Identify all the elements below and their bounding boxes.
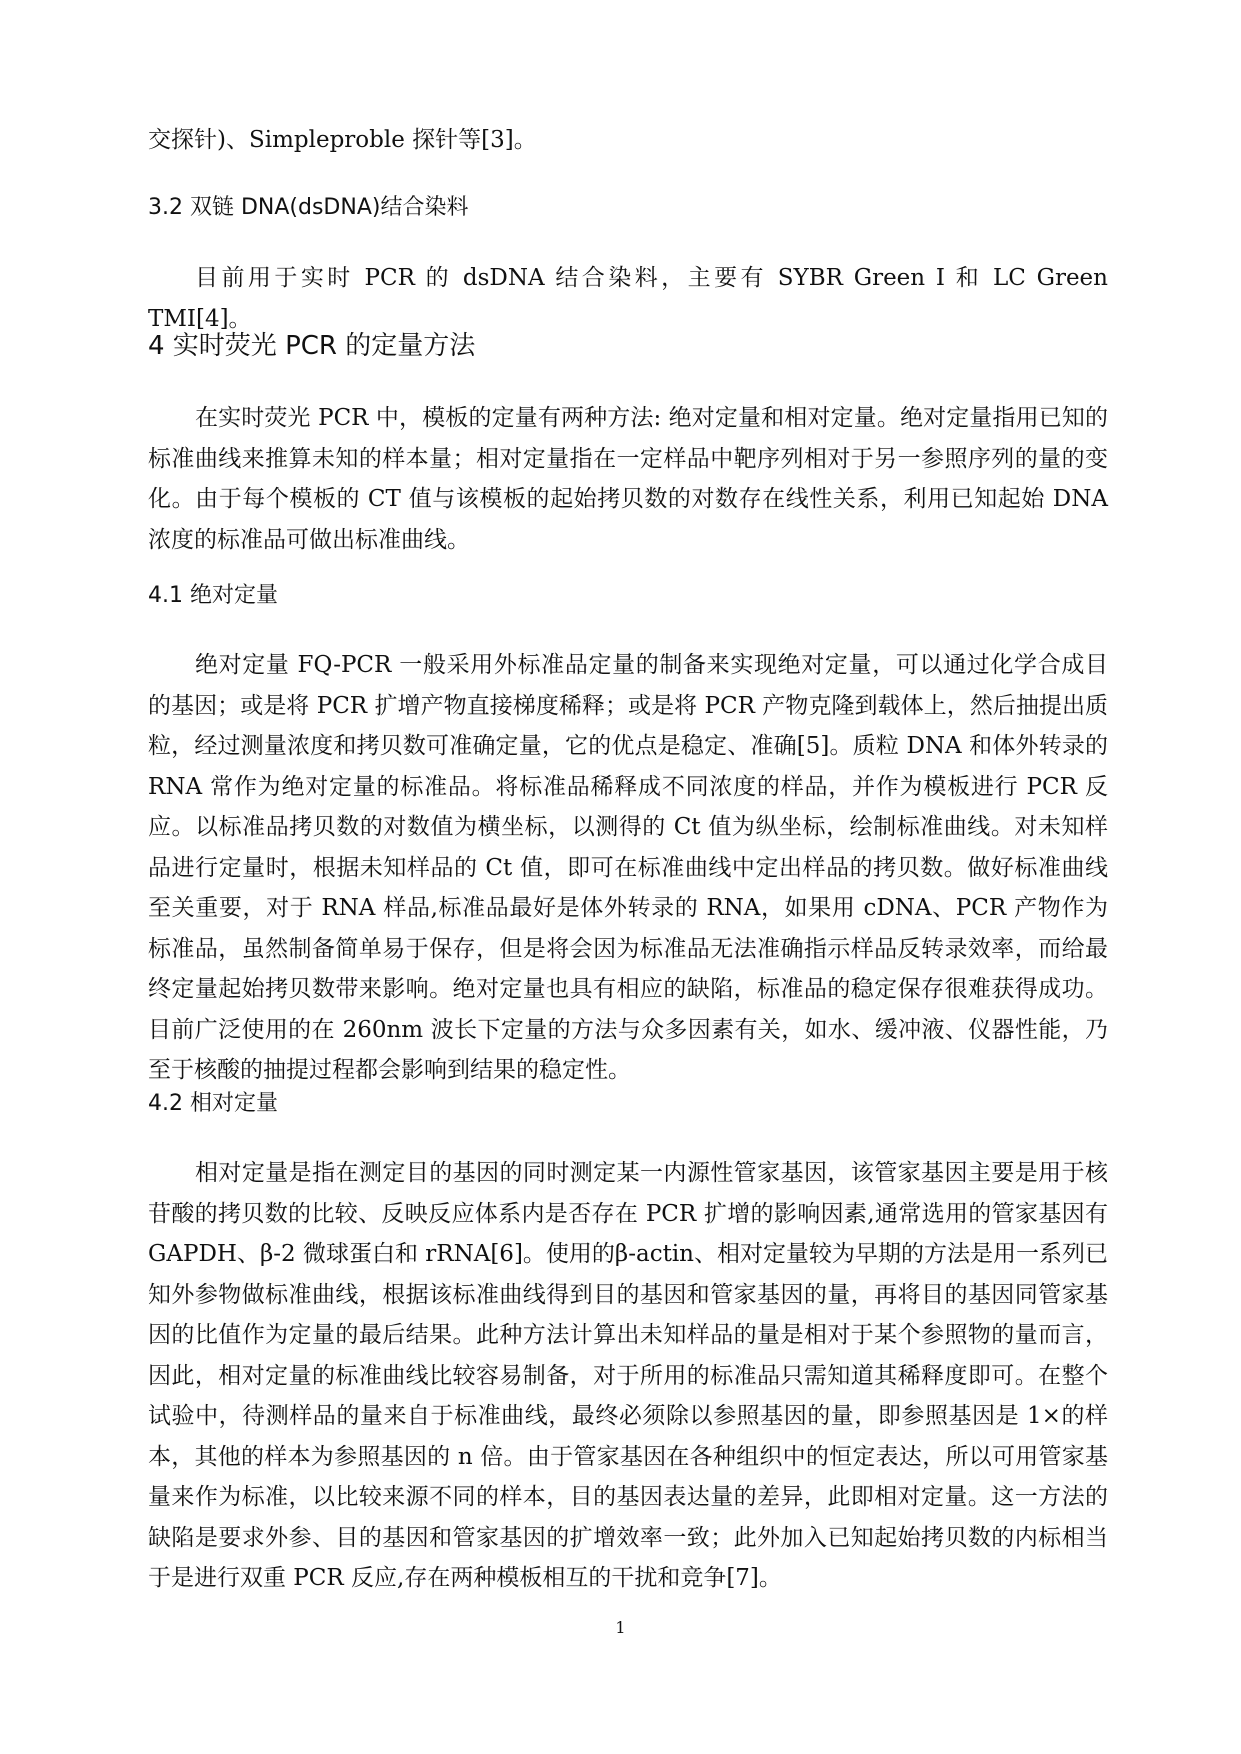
section-heading-4-1: 4.1 绝对定量	[148, 583, 278, 608]
paragraph-4-1: 绝对定量 FQ-PCR 一般采用外标准品定量的制备来实现绝对定量，可以通过化学合成目的基因；或是将 PCR 扩增产物直接梯度稀释；或是将 PCR 产物克隆到载体上，然后抽提出质粒，经过测量浓度和拷贝数可准确定量，它的优点是稳定、准确[5]。质粒 DNA 和体外转录的 RNA 常作为绝对定量的标准品。将标准品稀释成不同浓度的样品，并作为模板进行 PCR 反应。以标准品拷贝数的对数值为横坐标，以测得的 Ct 值为纵坐标，绘制标准曲线。对未知样品进行定量时，根据未知样品的 Ct 值，即可在标准曲线中定出样品的拷贝数。做好标准曲线至关重要，对于 RNA 样品,标准品最好是体外转录的 RNA，如果用 cDNA、PCR 产物作为标准品，虽然制备简单易于保存，但是将会因为标准品无法准确指示样品反转录效率，而给最终定量起始拷贝数带来影响。绝对定量也具有相应的缺陷，标准品的稳定保存很难获得成功。目前广泛使用的在 260nm 波长下定量的方法与众多因素有关，如水、缓冲液、仪器性能，乃至于核酸的抽提过程都会影响到结果的稳定性。	[148, 652, 1108, 1083]
section-heading-3-2: 3.2 双链 DNA(dsDNA)结合染料	[148, 195, 469, 220]
paragraph-4: 在实时荧光 PCR 中，模板的定量有两种方法: 绝对定量和相对定量。绝对定量指用已知的标准曲线来推算未知的样本量；相对定量指在一定样品中靶序列相对于另一参照序列的量的变化。由于每个模板的 CT 值与该模板的起始拷贝数的对数存在线性关系，利用已知起始 DNA 浓度的标准品可做出标准曲线。	[148, 405, 1108, 553]
section-heading-4-2: 4.2 相对定量	[148, 1091, 278, 1116]
page-number: 1	[615, 1618, 626, 1637]
section-heading-4: 4 实时荧光 PCR 的定量方法	[148, 331, 476, 361]
continuation-line: 交探针)、Simpleproble 探针等[3]。	[148, 127, 537, 153]
paragraph-3-2: 目前用于实时 PCR 的 dsDNA 结合染料，主要有 SYBR Green I 和 LC Green TMI[4]。	[148, 265, 1108, 332]
paragraph-4-2: 相对定量是指在测定目的基因的同时测定某一内源性管家基因，该管家基因主要是用于核苷酸的拷贝数的比较、反映反应体系内是否存在 PCR 扩增的影响因素,通常选用的管家基因有 GAPDH、β-2 微球蛋白和 rRNA[6]。使用的β-actin、相对定量较为早期的方法是用一系列已知外参物做标准曲线，根据该标准曲线得到目的基因和管家基因的量，再将目的基因同管家基因的比值作为定量的最后结果。此种方法计算出未知样品的量是相对于某个参照物的量而言，因此，相对定量的标准曲线比较容易制备，对于所用的标准品只需知道其稀释度即可。在整个试验中，待测样品的量来自于标准曲线，最终必须除以参照基因的量，即参照基因是 1×的样本，其他的样本为参照基因的 n 倍。由于管家基因在各种组织中的恒定表达，所以可用管家基量来作为标准，以比较来源不同的样本，目的基因表达量的差异，此即相对定量。这一方法的缺陷是要求外参、目的基因和管家基因的扩增效率一致；此外加入已知起始拷贝数的内标相当于是进行双重 PCR 反应,存在两种模板相互的干扰和竞争[7]。	[148, 1160, 1108, 1591]
